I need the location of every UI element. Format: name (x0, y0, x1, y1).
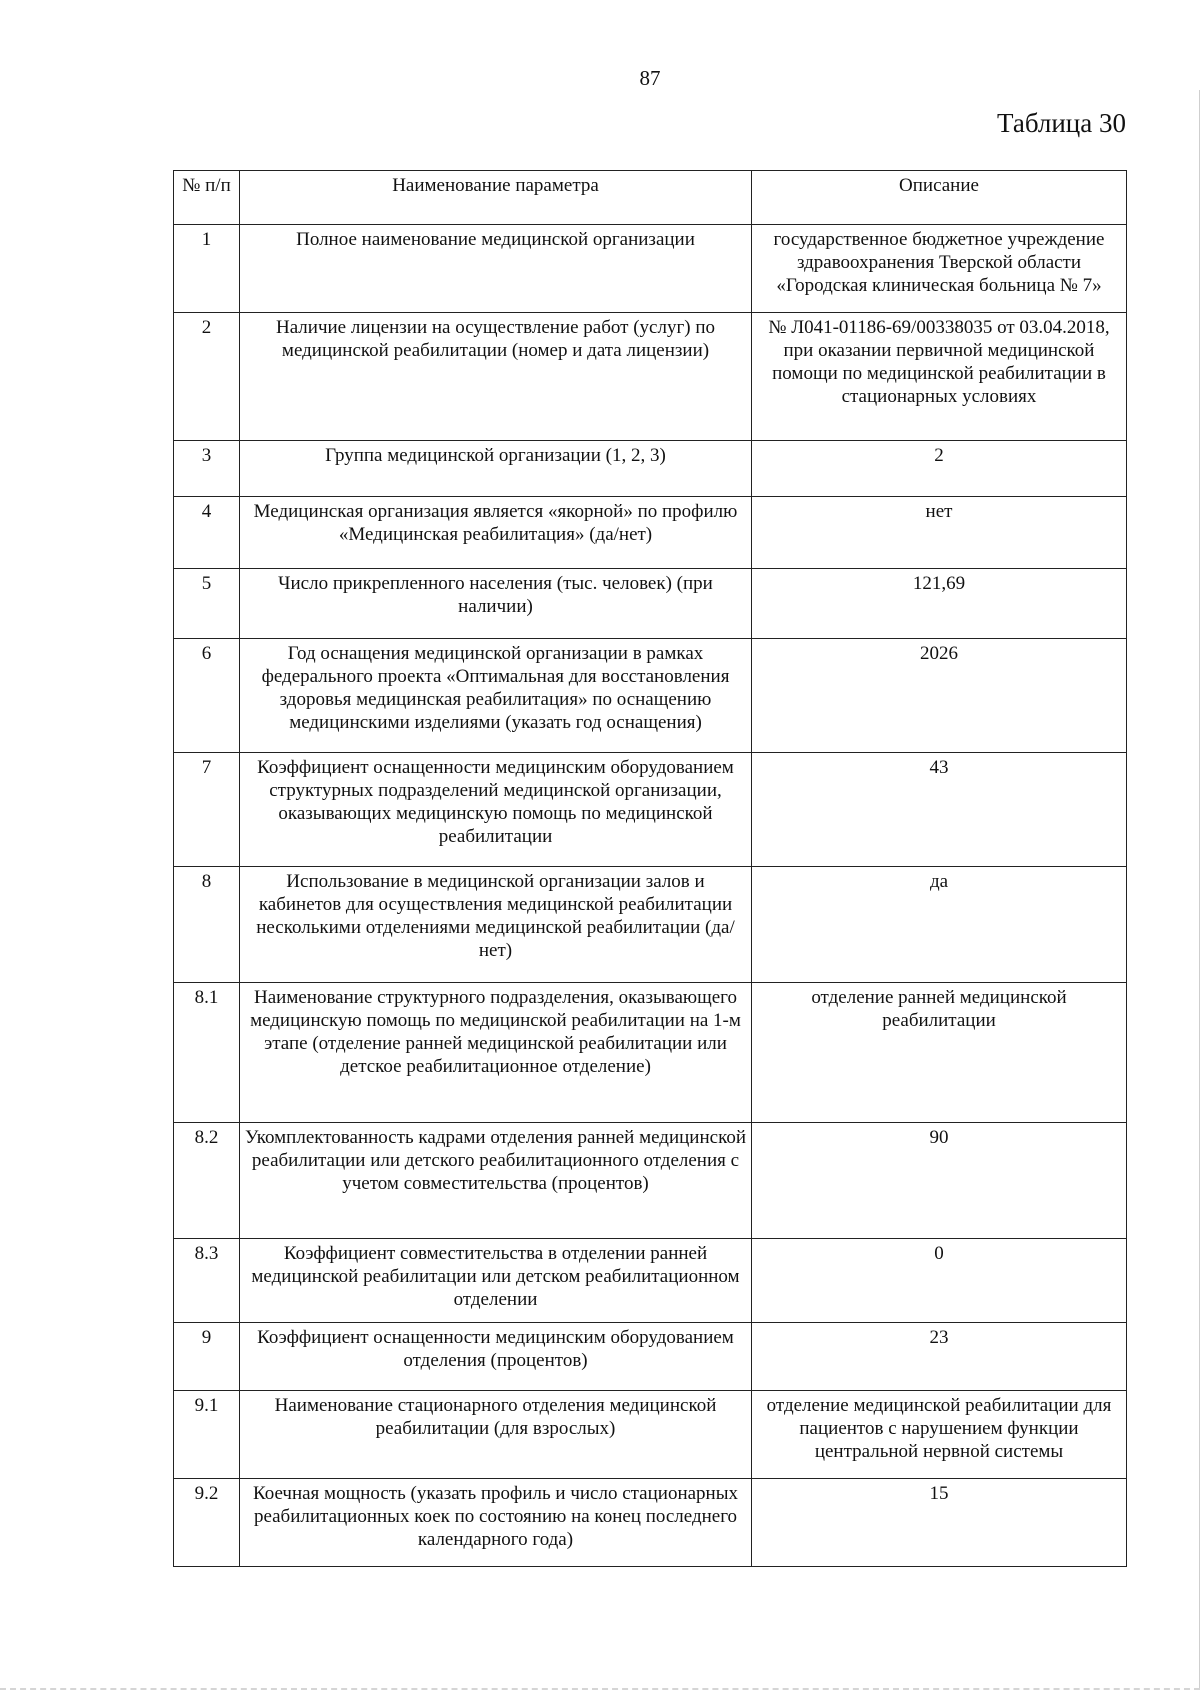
parameter-value: 43 (752, 753, 1127, 867)
row-number: 5 (174, 569, 240, 639)
table-header-row (174, 171, 1127, 225)
table-row (174, 1391, 1127, 1479)
parameter-value: 2 (752, 441, 1127, 497)
table-row (174, 1239, 1127, 1323)
table-row (174, 225, 1127, 313)
header-parameter-name: Наименование параметра (240, 171, 752, 225)
row-number: 3 (174, 441, 240, 497)
table-row (174, 867, 1127, 983)
table-row (174, 753, 1127, 867)
header-description: Описание (752, 171, 1127, 225)
scan-edge-bottom (0, 1685, 1200, 1690)
row-number: 1 (174, 225, 240, 313)
row-number: 9 (174, 1323, 240, 1391)
parameter-name: Коэффициент совместительства в отделении ранней медицинской реабилитации или детском реабилитационном отделении (240, 1239, 752, 1323)
parameter-value: да (752, 867, 1127, 983)
parameter-name: Коечная мощность (указать профиль и число стационарных реабилитационных коек по состоянию на конец последнего календарного года) (240, 1479, 752, 1567)
row-number: 6 (174, 639, 240, 753)
parameter-name: Наименование структурного подразделения, оказывающего медицинскую помощь по медицинской реабилитации на 1-м этапе (отделение ранней медицинской реабилитации или детское реабилитационное отделение) (240, 983, 752, 1123)
table-row (174, 1123, 1127, 1239)
parameter-name: Группа медицинской организации (1, 2, 3) (240, 441, 752, 497)
parameter-value: 121,69 (752, 569, 1127, 639)
table-row (174, 1479, 1127, 1567)
row-number: 8.3 (174, 1239, 240, 1323)
row-number: 2 (174, 313, 240, 441)
parameter-name: Медицинская организация является «якорной» по профилю «Медицинская реабилитация» (да/нет) (240, 497, 752, 569)
row-number: 9.1 (174, 1391, 240, 1479)
parameter-value: 2026 (752, 639, 1127, 753)
parameter-value: 0 (752, 1239, 1127, 1323)
table-title: Таблица 30 (997, 108, 1126, 138)
parameter-name: Использование в медицинской организации залов и кабинетов для осуществления медицинской реабилитации несколькими отделениями медицинской реабилитации (да/нет) (240, 867, 752, 983)
parameter-value: государственное бюджетное учреждение здравоохранения Тверской области «Городская клиническая больница № 7» (752, 225, 1127, 313)
parameter-value: 15 (752, 1479, 1127, 1567)
parameter-value: отделение медицинской реабилитации для пациентов с нарушением функции центральной нервной системы (752, 1391, 1127, 1479)
parameter-name: Коэффициент оснащенности медицинским оборудованием структурных подразделений медицинской организации, оказывающих медицинскую помощь по медицинской реабилитации (240, 753, 752, 867)
parameter-value: № Л041-01186-69/00338035 от 03.04.2018, при оказании первичной медицинской помощи по медицинской реабилитации в стационарных условиях (752, 313, 1127, 441)
parameter-value: отделение ранней медицинской реабилитации (752, 983, 1127, 1123)
parameter-value: нет (752, 497, 1127, 569)
parameters-table (173, 170, 1127, 1567)
table-row (174, 313, 1127, 441)
parameter-name: Коэффициент оснащенности медицинским оборудованием отделения (процентов) (240, 1323, 752, 1391)
row-number: 8.1 (174, 983, 240, 1123)
parameter-name: Год оснащения медицинской организации в рамках федерального проекта «Оптимальная для восстановления здоровья медицинская реабилитация» по оснащению медицинскими изделиями (указать год оснащения) (240, 639, 752, 753)
table-row (174, 983, 1127, 1123)
parameter-name: Наличие лицензии на осуществление работ (услуг) по медицинской реабилитации (номер и дата лицензии) (240, 313, 752, 441)
parameter-name: Число прикрепленного населения (тыс. человек) (при наличии) (240, 569, 752, 639)
row-number: 9.2 (174, 1479, 240, 1567)
row-number: 4 (174, 497, 240, 569)
table-row (174, 569, 1127, 639)
header-number: № п/п (174, 171, 240, 225)
page-number: 87 (639, 66, 661, 90)
row-number: 8 (174, 867, 240, 983)
parameter-value: 23 (752, 1323, 1127, 1391)
row-number: 8.2 (174, 1123, 240, 1239)
table-row (174, 1323, 1127, 1391)
row-number: 7 (174, 753, 240, 867)
table-row (174, 441, 1127, 497)
parameter-name: Укомплектованность кадрами отделения ранней медицинской реабилитации или детского реабилитационного отделения с учетом совместительства (процентов) (240, 1123, 752, 1239)
parameter-value: 90 (752, 1123, 1127, 1239)
table-row (174, 639, 1127, 753)
parameter-name: Наименование стационарного отделения медицинской реабилитации (для взрослых) (240, 1391, 752, 1479)
parameter-name: Полное наименование медицинской организации (240, 225, 752, 313)
table-row (174, 497, 1127, 569)
